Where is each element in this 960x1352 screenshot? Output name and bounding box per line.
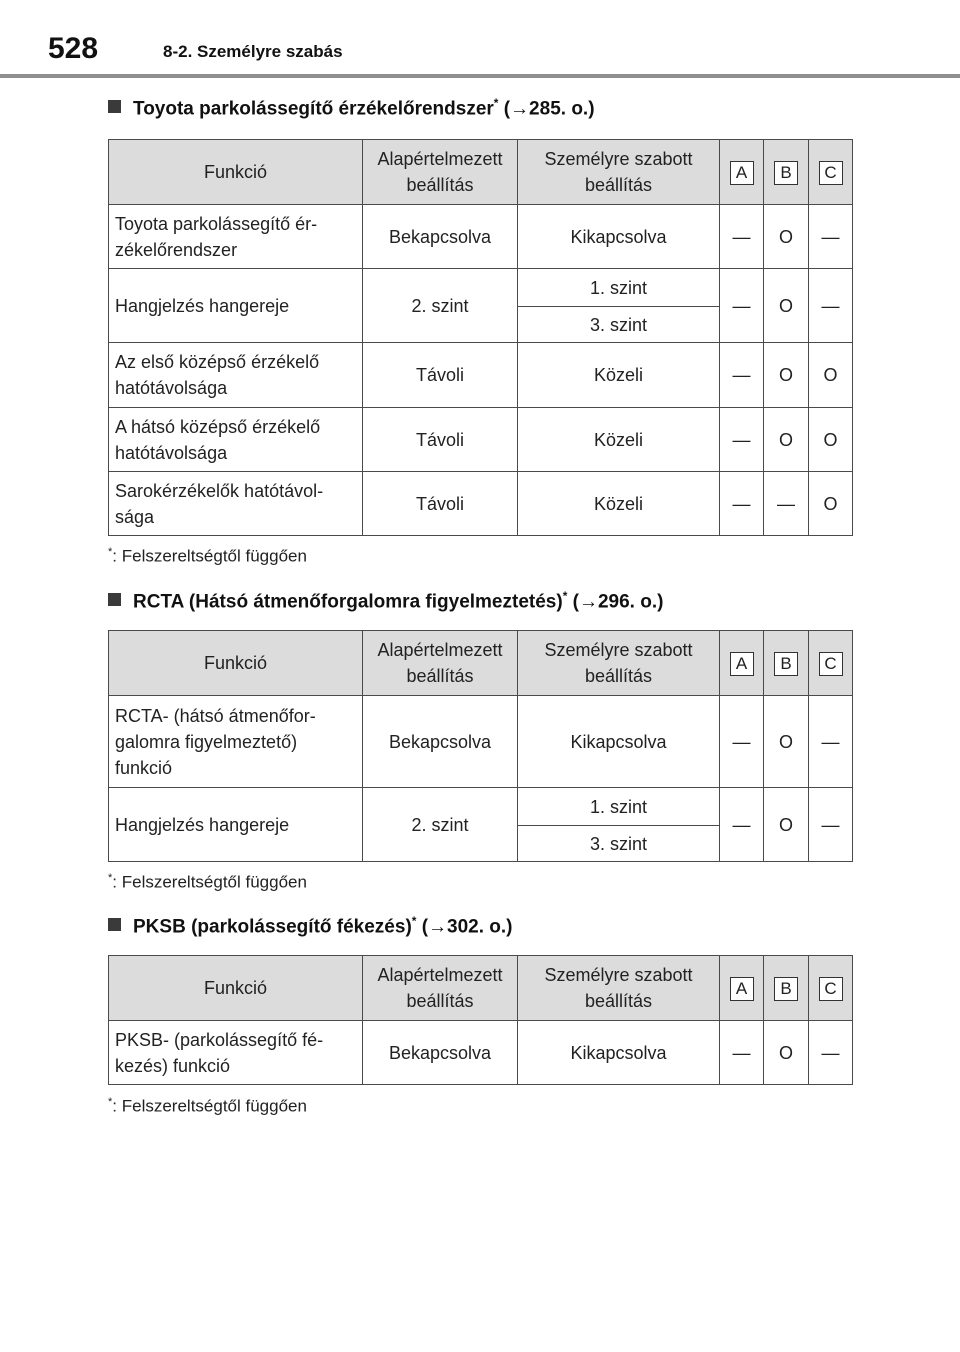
table-row xyxy=(109,696,853,788)
col-header-c: C xyxy=(809,956,853,1021)
col-header-b: B xyxy=(764,631,809,696)
section-heading: PKSB (parkolássegítő fékezés)* (→302. o.) xyxy=(108,914,513,938)
cell-function: A hátsó középső érzékelő hatótávolsága xyxy=(109,408,363,472)
table-row xyxy=(109,343,853,408)
square-bullet-icon xyxy=(108,593,121,606)
cell-function: RCTA- (hátsó átmenőfor- galomra figyelmeztető) funkció xyxy=(109,696,363,788)
cell-custom: 1. szint xyxy=(518,788,720,826)
cell-custom: Kikapcsolva xyxy=(518,205,720,269)
header-title: 8-2. Személyre szabás xyxy=(163,42,343,61)
col-header-default: Alapértelmezett beállítás xyxy=(363,631,518,696)
col-header-function: Funkció xyxy=(109,956,363,1021)
cell-c: O xyxy=(809,343,853,408)
cell-custom: Közeli xyxy=(518,472,720,536)
cell-c: — xyxy=(809,205,853,269)
col-header-c: C xyxy=(809,140,853,205)
cell-function: Hangjelzés hangereje xyxy=(109,788,363,862)
table-header-row xyxy=(109,956,853,1021)
settings-table xyxy=(108,139,853,536)
table-row xyxy=(109,1021,853,1085)
table-row xyxy=(109,472,853,536)
cell-custom: 3. szint xyxy=(518,826,720,862)
col-header-b: B xyxy=(764,956,809,1021)
cell-default: Távoli xyxy=(363,472,518,536)
cell-a: — xyxy=(720,1021,764,1085)
col-header-custom: Személyre szabott beállítás xyxy=(518,140,720,205)
cell-default: 2. szint xyxy=(363,788,518,862)
cell-c: — xyxy=(809,788,853,862)
cell-a: — xyxy=(720,269,764,343)
section-heading: Toyota parkolássegítő érzékelőrendszer* (→285. o.) xyxy=(108,96,595,120)
table-row xyxy=(109,788,853,826)
cell-a: — xyxy=(720,343,764,408)
table-header-row xyxy=(109,140,853,205)
col-header-a: A xyxy=(720,140,764,205)
col-header-a: A xyxy=(720,631,764,696)
settings-table xyxy=(108,955,853,1085)
col-header-default: Alapértelmezett beállítás xyxy=(363,956,518,1021)
cell-a: — xyxy=(720,472,764,536)
cell-c: O xyxy=(809,472,853,536)
page-number: 528 xyxy=(48,32,99,65)
cell-default: Bekapcsolva xyxy=(363,205,518,269)
cell-default: Bekapcsolva xyxy=(363,1021,518,1085)
col-header-default: Alapértelmezett beállítás xyxy=(363,140,518,205)
cell-b: O xyxy=(764,788,809,862)
square-bullet-icon xyxy=(108,918,121,931)
table-row xyxy=(109,205,853,269)
table-header-row xyxy=(109,631,853,696)
col-header-function: Funkció xyxy=(109,631,363,696)
cell-default: Távoli xyxy=(363,343,518,408)
cell-custom: 3. szint xyxy=(518,307,720,343)
cell-default: 2. szint xyxy=(363,269,518,343)
cell-function: Az első középső érzékelő hatótávolsága xyxy=(109,343,363,408)
section-heading: RCTA (Hátsó átmenőforgalomra figyelmeztetés)* (→296. o.) xyxy=(108,589,663,613)
cell-custom: Közeli xyxy=(518,408,720,472)
cell-c: — xyxy=(809,696,853,788)
col-header-custom: Személyre szabott beállítás xyxy=(518,956,720,1021)
table-row xyxy=(109,408,853,472)
cell-default: Bekapcsolva xyxy=(363,696,518,788)
cell-b: — xyxy=(764,472,809,536)
header-rule xyxy=(0,74,960,78)
cell-b: O xyxy=(764,205,809,269)
cell-b: O xyxy=(764,269,809,343)
cell-b: O xyxy=(764,343,809,408)
cell-function: Toyota parkolássegítő ér- zékelőrendszer xyxy=(109,205,363,269)
cell-a: — xyxy=(720,696,764,788)
col-header-custom: Személyre szabott beállítás xyxy=(518,631,720,696)
cell-b: O xyxy=(764,408,809,472)
cell-c: — xyxy=(809,1021,853,1085)
cell-a: — xyxy=(720,788,764,862)
col-header-a: A xyxy=(720,956,764,1021)
cell-custom: 1. szint xyxy=(518,269,720,307)
cell-function: Sarokérzékelők hatótávol- sága xyxy=(109,472,363,536)
cell-c: O xyxy=(809,408,853,472)
cell-custom: Kikapcsolva xyxy=(518,696,720,788)
cell-function: Hangjelzés hangereje xyxy=(109,269,363,343)
cell-default: Távoli xyxy=(363,408,518,472)
col-header-b: B xyxy=(764,140,809,205)
footnote: *: Felszereltségtől függően xyxy=(108,546,307,566)
settings-table xyxy=(108,630,853,862)
square-bullet-icon xyxy=(108,100,121,113)
cell-c: — xyxy=(809,269,853,343)
cell-custom: Kikapcsolva xyxy=(518,1021,720,1085)
page-header xyxy=(0,0,960,80)
col-header-function: Funkció xyxy=(109,140,363,205)
cell-a: — xyxy=(720,408,764,472)
col-header-c: C xyxy=(809,631,853,696)
footnote: *: Felszereltségtől függően xyxy=(108,872,307,892)
footnote: *: Felszereltségtől függően xyxy=(108,1096,307,1116)
cell-b: O xyxy=(764,696,809,788)
cell-a: — xyxy=(720,205,764,269)
cell-b: O xyxy=(764,1021,809,1085)
cell-function: PKSB- (parkolássegítő fé- kezés) funkció xyxy=(109,1021,363,1085)
table-row xyxy=(109,269,853,307)
cell-custom: Közeli xyxy=(518,343,720,408)
